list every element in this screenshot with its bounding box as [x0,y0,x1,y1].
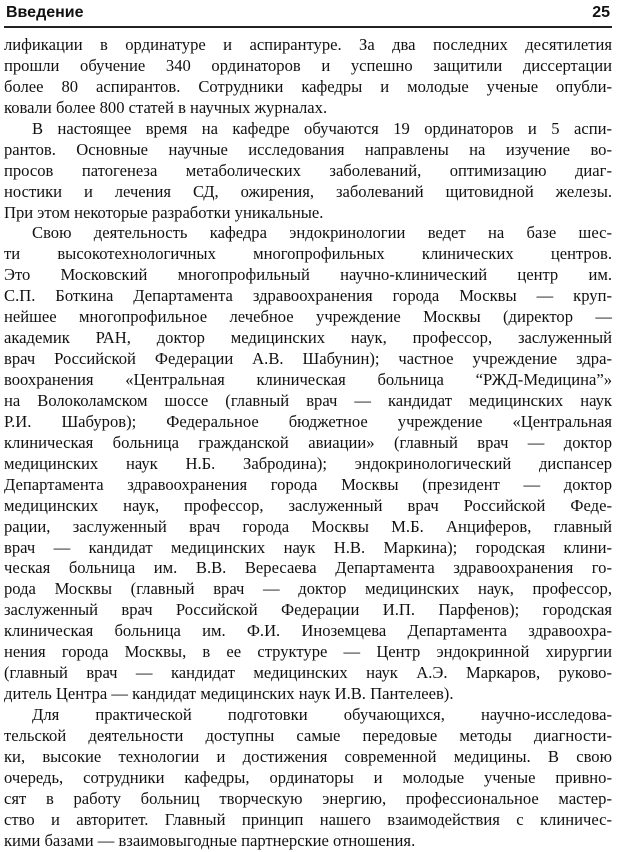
text-line: рода Москвы (главный врач — доктор медицинских наук, профессор, [4,579,612,599]
text-line: ти высокотехнологичных многопрофильных клинических центров. [4,244,612,264]
text-line: С.П. Боткина Департамента здравоохранения города Москвы — круп- [4,286,612,306]
running-header [4,0,612,28]
text-line: дитель Центра — кандидат медицинских наук И.В. Пантелеев). [4,684,454,704]
text-line: врач — кандидат медицинских наук Н.В. Маркина); городская клини- [4,537,612,557]
text-line: на Волоколамском шоссе (главный врач — кандидат медицинских наук [4,390,612,410]
text-line: воохранения «Центральная клиническая больница “РЖД-Медицина”» [4,370,612,389]
text-line: нения города Москвы, в ее структуре — Центр эндокринной хирургии [4,642,612,662]
text-line: Свою деятельность кафедра эндокринологии ведет на базе шес- [32,223,612,243]
text-line: заслуженный врач Российской Федерации И.П. Парфенов); городская [4,600,612,620]
text-line: сят в работу больниц творческую энергию, профессиональное мастер- [4,788,612,808]
text-line: рантов. Основные научные исследования направлены на изучение во- [4,139,612,159]
text-line: Департамента здравоохранения города Москвы (президент — доктор [4,474,612,494]
text-line: ки, высокие технологии и достижения современной медицины. В свою [4,746,612,766]
text-line: Для практической подготовки обучающихся, научно-исследова- [32,705,612,724]
section-title: Введение [6,4,84,21]
text-line: клиническая больница им. Ф.И. Иноземцева Департамента здравоохра- [4,621,612,641]
text-line: медицинских наук Н.Б. Забродина); эндокринологический диспансер [4,453,612,473]
text-line: В настоящее время на кафедре обучаются 19 ординаторов и 5 аспи- [32,118,612,138]
text-line: ство и авторитет. Главный принцип нашего взаимодействия с клиничес- [4,809,612,829]
text-line: прошли обучение 340 ординаторов и успешно защитили диссертации [4,55,612,75]
text-line: (главный врач — кандидат медицинских наук А.Э. Маркаров, руково- [4,663,612,683]
text-line: нейшее многопрофильное лечебное учреждение Москвы (директор — [4,307,612,327]
body-text [4,34,612,851]
text-line: Это Московский многопрофильный научно-клинический центр им. [4,265,612,285]
text-line: более 80 аспирантов. Сотрудники кафедры и молодые ученые опубли- [4,76,612,96]
text-line: кими базами — взаимовыгодные партнерские отношения. [4,830,416,850]
text-line: медицинских наук, профессор, заслуженный врач Российской Феде- [4,495,612,515]
text-line: ковали более 800 статей в научных журналах. [4,97,328,117]
text-line: тельской деятельности доступны самые передовые методы диагности- [4,725,612,745]
text-line: ческая больница им. В.В. Вересаева Департамента здравоохранения го- [4,558,612,578]
text-line: Р.И. Шабуров); Федеральное бюджетное учреждение «Центральная [4,411,612,431]
text-line: При этом некоторые разработки уникальные. [4,202,324,222]
text-line: рации, заслуженный врач города Москвы М.Б. Анциферов, главный [4,516,612,536]
text-line: просов патогенеза метаболических заболеваний, оптимизацию диаг- [4,160,612,180]
text-line: клиническая больница гражданской авиации» (главный врач — доктор [4,432,612,452]
text-line: академик РАН, доктор медицинских наук, профессор, заслуженный [4,328,612,348]
text-line: лификации в ординатуре и аспирантуре. За два последних десятилетия [4,35,612,54]
text-line: очередь, сотрудники кафедры, ординаторы и молодые ученые привно- [4,767,612,787]
text-line: ностики и лечения СД, ожирения, заболеваний щитовидной железы. [4,181,612,201]
page-number: 25 [592,4,610,21]
text-line: врач Российской Федерации А.В. Шабунин); частное учреждение здра- [4,349,612,369]
